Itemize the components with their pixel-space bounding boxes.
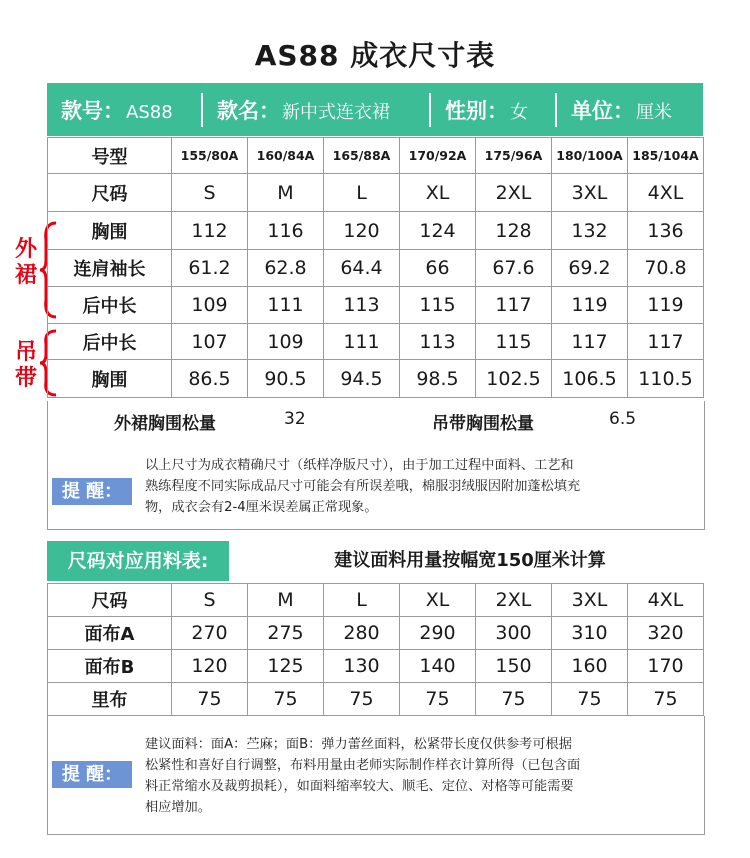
cell: 66 — [400, 250, 476, 287]
inner-ease-label: 吊带胸围松量 — [432, 414, 534, 434]
cell: 170 — [628, 650, 704, 683]
row-label: 尺码 — [48, 174, 172, 212]
cell: 310 — [552, 617, 628, 650]
cell: L — [324, 584, 400, 617]
side-label-inner — [13, 340, 39, 392]
header-divider — [555, 93, 557, 127]
cell: 165/88A — [324, 138, 400, 174]
table-row — [48, 617, 704, 650]
cell: 128 — [476, 212, 552, 250]
cell: 4XL — [628, 174, 704, 212]
cell: M — [248, 174, 324, 212]
unit-value: 厘米 — [636, 101, 672, 123]
outer-ease-value: 32 — [284, 409, 306, 429]
unit — [557, 95, 699, 125]
cell: 140 — [400, 650, 476, 683]
table-row — [48, 324, 704, 360]
row-label: 号型 — [48, 138, 172, 174]
tip-badge: 提 醒： — [52, 478, 132, 505]
table-row — [48, 287, 704, 324]
table-row — [48, 650, 704, 683]
size-table — [47, 137, 704, 398]
table-row — [48, 212, 704, 250]
row-label: 胸围 — [48, 212, 172, 250]
cell: 102.5 — [476, 360, 552, 398]
cell: 75 — [248, 683, 324, 716]
cell: 113 — [400, 324, 476, 360]
unit-key: 单位： — [571, 98, 634, 123]
cell: 94.5 — [324, 360, 400, 398]
style-name-value: 新中式连衣裙 — [282, 101, 390, 123]
cell: 111 — [324, 324, 400, 360]
cell: 110.5 — [628, 360, 704, 398]
row-label: 胸围 — [48, 360, 172, 398]
row-label: 后中长 — [48, 324, 172, 360]
cell: 75 — [628, 683, 704, 716]
tip-line: 物，成衣会有2-4厘米误差属正常现象。 — [145, 500, 378, 515]
table-row — [48, 683, 704, 716]
inner-ease-value: 6.5 — [609, 409, 637, 429]
tip-line: 相应增加。 — [145, 800, 211, 815]
cell: 160 — [552, 650, 628, 683]
cell: 67.6 — [476, 250, 552, 287]
cell: 320 — [628, 617, 704, 650]
tip-badge: 提 醒： — [52, 761, 132, 788]
cell: 275 — [248, 617, 324, 650]
cell: 106.5 — [552, 360, 628, 398]
cell: 125 — [248, 650, 324, 683]
cell: 185/104A — [628, 138, 704, 174]
fabric-section-tag: 尺码对应用料表: — [47, 541, 229, 581]
style-number — [47, 95, 201, 125]
table-row — [48, 584, 704, 617]
cell: 90.5 — [248, 360, 324, 398]
cell: 124 — [400, 212, 476, 250]
side-char: 裙 — [14, 263, 37, 288]
side-char: 吊 — [14, 340, 37, 365]
side-char: 带 — [14, 366, 37, 391]
cell: 180/100A — [552, 138, 628, 174]
cell: L — [324, 174, 400, 212]
cell: S — [172, 174, 248, 212]
cell: 115 — [476, 324, 552, 360]
cell: 136 — [628, 212, 704, 250]
cell: 300 — [476, 617, 552, 650]
header-divider — [201, 93, 203, 127]
cell: 98.5 — [400, 360, 476, 398]
gender — [431, 95, 555, 125]
cell: 2XL — [476, 174, 552, 212]
cell: 75 — [324, 683, 400, 716]
cell: 69.2 — [552, 250, 628, 287]
cell: 111 — [248, 287, 324, 324]
style-number-value: AS88 — [126, 101, 173, 123]
cell: 170/92A — [400, 138, 476, 174]
table-row — [48, 138, 704, 174]
cell: 155/80A — [172, 138, 248, 174]
cell: 112 — [172, 212, 248, 250]
page-title: AS88 成衣尺寸表 — [254, 39, 496, 72]
tip-line: 熟练程度不同实际成品尺寸可能会有所误差哦，棉服羽绒服因附加蓬松填充 — [145, 479, 581, 494]
side-char: 外 — [14, 237, 37, 262]
fabric-section-header — [47, 541, 703, 581]
cell: 75 — [172, 683, 248, 716]
gender-key: 性别： — [445, 98, 508, 123]
cell: 175/96A — [476, 138, 552, 174]
row-label: 连肩袖长 — [48, 250, 172, 287]
cell: 270 — [172, 617, 248, 650]
cell: 4XL — [628, 584, 704, 617]
side-label-outer — [13, 237, 39, 289]
row-label: 面布A — [48, 617, 172, 650]
table-row — [48, 360, 704, 398]
cell: 132 — [552, 212, 628, 250]
table-row — [48, 250, 704, 287]
table-row — [48, 174, 704, 212]
fabric-table — [47, 583, 704, 716]
cell: 160/84A — [248, 138, 324, 174]
cell: 117 — [628, 324, 704, 360]
cell: 107 — [172, 324, 248, 360]
tip-text — [145, 734, 700, 818]
cell: 120 — [172, 650, 248, 683]
header-divider — [429, 93, 431, 127]
cell: 113 — [324, 287, 400, 324]
cell: 117 — [552, 324, 628, 360]
cell: 75 — [552, 683, 628, 716]
ease-row — [47, 401, 705, 438]
cell: 130 — [324, 650, 400, 683]
cell: 75 — [476, 683, 552, 716]
cell: 280 — [324, 617, 400, 650]
style-name-key: 款名： — [217, 98, 280, 123]
row-label: 面布B — [48, 650, 172, 683]
cell: 61.2 — [172, 250, 248, 287]
cell: 119 — [552, 287, 628, 324]
cell: 109 — [248, 324, 324, 360]
cell: 75 — [400, 683, 476, 716]
tip-line: 料正常缩水及裁剪损耗），如面料缩率较大、顺毛、定位、对格等可能需要 — [145, 779, 574, 794]
cell: S — [172, 584, 248, 617]
cell: 3XL — [552, 584, 628, 617]
cell: 3XL — [552, 174, 628, 212]
cell: 150 — [476, 650, 552, 683]
row-label: 后中长 — [48, 287, 172, 324]
style-number-key: 款号： — [61, 98, 124, 123]
cell: 86.5 — [172, 360, 248, 398]
fabric-section-heading: 建议面料用量按幅宽150厘米计算 — [334, 550, 606, 571]
cell: 2XL — [476, 584, 552, 617]
style-name — [203, 95, 429, 125]
cell: 115 — [400, 287, 476, 324]
cell: 62.8 — [248, 250, 324, 287]
tip-line: 以上尺寸为成衣精确尺寸（纸样净版尺寸），由于加工过程中面料、工艺和 — [145, 458, 574, 473]
cell: 64.4 — [324, 250, 400, 287]
tip-line: 松紧性和喜好自行调整，布料用量由老师实际制作样衣计算所得（已包含面 — [145, 758, 581, 773]
cell: 120 — [324, 212, 400, 250]
cell: 119 — [628, 287, 704, 324]
cell: 109 — [172, 287, 248, 324]
cell: 116 — [248, 212, 324, 250]
tip-text — [145, 455, 700, 518]
header-band — [47, 83, 703, 136]
tip-line: 建议面料：面A：苎麻；面B：弹力蕾丝面料，松紧带长度仅供参考可根据 — [145, 737, 572, 752]
cell: 290 — [400, 617, 476, 650]
outer-ease-label: 外裙胸围松量 — [114, 414, 216, 434]
cell: M — [248, 584, 324, 617]
cell: XL — [400, 584, 476, 617]
gender-value: 女 — [510, 101, 528, 123]
cell: 70.8 — [628, 250, 704, 287]
row-label: 尺码 — [48, 584, 172, 617]
row-label: 里布 — [48, 683, 172, 716]
cell: 117 — [476, 287, 552, 324]
cell: XL — [400, 174, 476, 212]
